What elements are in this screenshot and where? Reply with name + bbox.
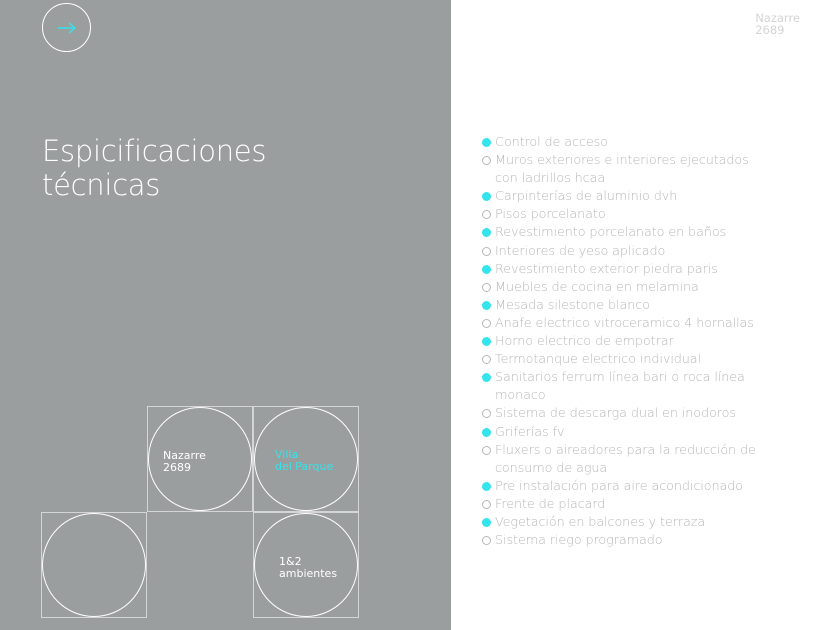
spec-item-text: Carpinterías de aluminio dvh (495, 189, 678, 205)
spec-item-text: Sistema de descarga dual en inodoros (495, 406, 736, 422)
tile-ambientes-line-1: 1&2 (279, 555, 302, 568)
arrow-right-icon (57, 22, 77, 34)
spec-item (482, 297, 772, 315)
bullet-filled-icon (482, 228, 491, 237)
spec-item (482, 188, 772, 206)
next-button[interactable] (42, 3, 91, 52)
bullet-filled-icon (482, 301, 491, 310)
spec-item-text: Interiores de yeso aplicado (495, 243, 666, 259)
page-title (42, 134, 266, 202)
spec-item-text: Anafe electrico vitroceramico 4 hornallas (495, 315, 754, 331)
spec-item (482, 424, 772, 442)
spec-item-text: Termotanque electrico individual (495, 352, 701, 368)
title-line-1: Espicificaciones (42, 134, 267, 168)
bullet-hollow-icon (482, 319, 491, 328)
spec-item-text: Sanitarios ferrum línea bari o roca línea monaco (495, 370, 745, 404)
bullet-filled-icon (482, 192, 491, 201)
spec-item (482, 496, 772, 514)
spec-item (482, 206, 772, 224)
tile-ambientes-line-2: ambientes (279, 567, 338, 580)
tile-empty (41, 512, 147, 618)
brand-line-2: 2689 (755, 23, 785, 37)
spec-item (482, 369, 772, 405)
brand-line-1: Nazarre (755, 11, 800, 25)
spec-item-text: Pre instalación para aire acondicionado (495, 478, 743, 494)
title-line-2: técnicas (42, 168, 161, 202)
tile-villa-line-2: del Parque (275, 460, 334, 473)
spec-item-text: Frente de placard (495, 496, 606, 512)
bullet-hollow-icon (482, 536, 491, 545)
spec-item-text: Revestimiento exterior piedra paris (495, 261, 718, 277)
spec-item-text: Sistema riego programado (495, 533, 663, 549)
bullet-filled-icon (482, 265, 491, 274)
tile-nazarre-line-1: Nazarre (163, 449, 206, 462)
bullet-filled-icon (482, 482, 491, 491)
spec-item-text: Muros exteriores e interiores ejecutados con ladrillos hcaa (495, 153, 749, 187)
spec-item-text: Fluxers o aireadores para la reducción de consumo de agua (495, 442, 756, 476)
spec-item-text: Griferías fv (495, 424, 565, 440)
bullet-filled-icon (482, 138, 491, 147)
spec-item (482, 478, 772, 496)
bullet-hollow-icon (482, 247, 491, 256)
tile-ambientes-label (279, 556, 337, 580)
brand-label (755, 12, 800, 36)
spec-item-text: Vegetación en balcones y terraza (495, 514, 706, 530)
bullet-hollow-icon (482, 355, 491, 364)
spec-item-text: Pisos porcelanato (495, 207, 606, 223)
spec-item (482, 514, 772, 532)
spec-item (482, 152, 772, 188)
spec-item (482, 243, 772, 261)
spec-item-text: Horno electrico de empotrar (495, 334, 674, 350)
bullet-hollow-icon (482, 210, 491, 219)
spec-item (482, 351, 772, 369)
spec-item-text: Mesada silestone blanco (495, 297, 650, 313)
spec-item (482, 279, 772, 297)
bullet-hollow-icon (482, 446, 491, 455)
spec-item (482, 405, 772, 423)
tile-nazarre-label (163, 450, 206, 474)
bullet-filled-icon (482, 428, 491, 437)
spec-item (482, 333, 772, 351)
spec-item (482, 261, 772, 279)
bullet-filled-icon (482, 337, 491, 346)
spec-item (482, 315, 772, 333)
spec-item (482, 532, 772, 550)
spec-item-text: Control de acceso (495, 135, 608, 150)
tile-villa-label[interactable] (275, 449, 333, 473)
bullet-filled-icon (482, 373, 491, 382)
spec-item-text: Muebles de cocina en melamina (495, 279, 699, 295)
spec-item-text: Revestimiento porcelanato en baños (495, 225, 727, 241)
tile-villa-line-1: Villa (275, 448, 299, 461)
tile-nazarre-line-2: 2689 (163, 461, 191, 474)
bullet-filled-icon (482, 518, 491, 527)
bullet-hollow-icon (482, 500, 491, 509)
spec-item (482, 224, 772, 242)
bullet-hollow-icon (482, 283, 491, 292)
spec-item (482, 442, 772, 478)
spec-list (482, 134, 772, 550)
bullet-hollow-icon (482, 156, 491, 165)
spec-item (482, 134, 772, 152)
bullet-hollow-icon (482, 409, 491, 418)
